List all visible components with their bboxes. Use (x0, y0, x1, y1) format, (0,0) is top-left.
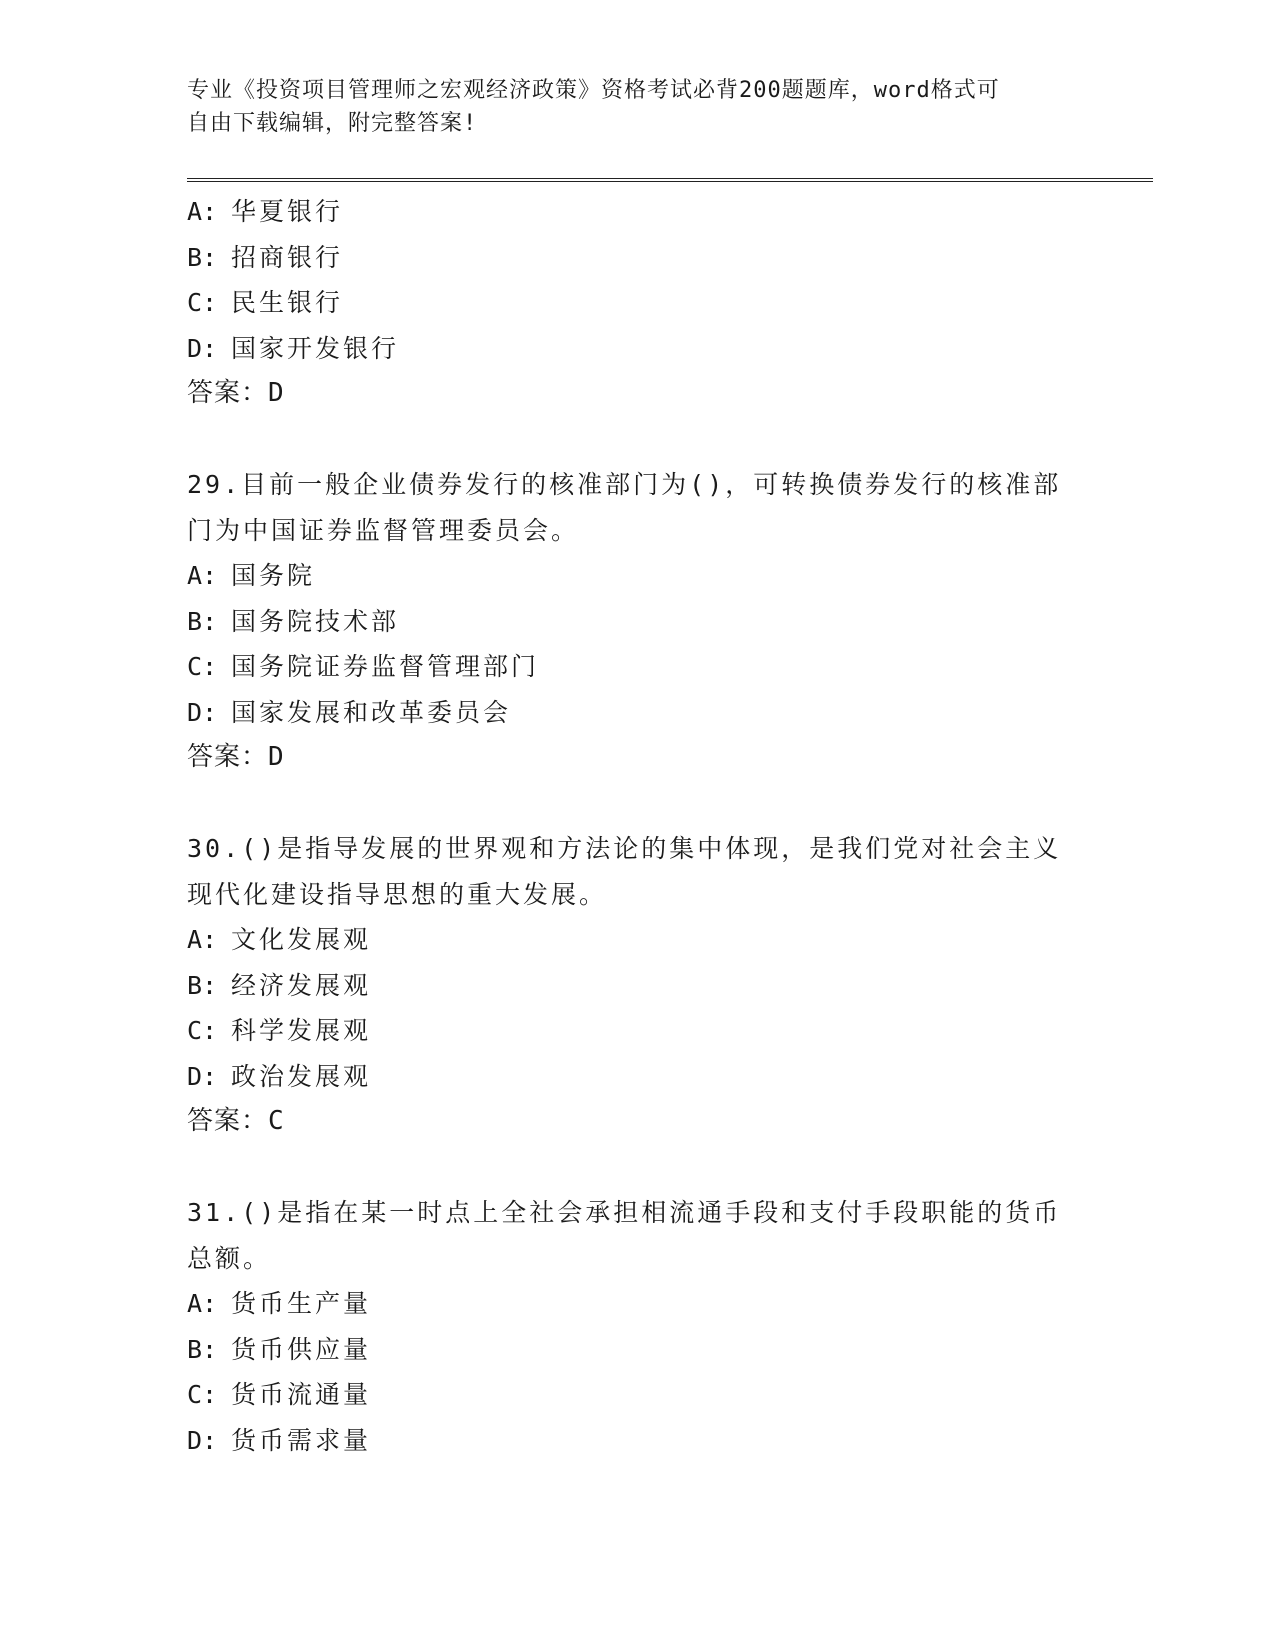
option-a: A: 货币生产量 (187, 1289, 372, 1318)
option-a: A: 文化发展观 (187, 925, 372, 954)
question-text-line-2: 总额。 (187, 1243, 272, 1273)
option-a: A: 华夏银行 (187, 197, 344, 226)
header-divider (187, 178, 1153, 182)
answer: 答案：C (187, 1106, 285, 1136)
option-d: D: 国家发展和改革委员会 (187, 697, 512, 727)
option-d: D: 政治发展观 (187, 1061, 372, 1091)
document-body (187, 189, 1087, 1463)
question-31 (187, 1190, 1087, 1463)
option-b: B: 经济发展观 (187, 970, 372, 1000)
question-29 (187, 462, 1087, 781)
option-c: C: 货币流通量 (187, 1380, 372, 1409)
question-text-line-1: 30.()是指导发展的世界观和方法论的集中体现，是我们党对社会主义 (187, 834, 1062, 863)
option-c: C: 科学发展观 (187, 1016, 372, 1045)
option-b: B: 国务院技术部 (187, 606, 400, 636)
option-d: D: 货币需求量 (187, 1425, 372, 1455)
header-line-2: 自由下载编辑，附完整答案! (187, 111, 478, 136)
option-a: A: 国务院 (187, 561, 316, 590)
answer: 答案：D (187, 378, 285, 408)
option-c: C: 民生银行 (187, 288, 344, 317)
option-b: B: 招商银行 (187, 242, 344, 272)
option-b: B: 货币供应量 (187, 1334, 372, 1364)
question-text-line-2: 现代化建设指导思想的重大发展。 (187, 879, 608, 909)
question-30 (187, 826, 1087, 1145)
header-line-1: 专业《投资项目管理师之宏观经济政策》资格考试必背200题题库，word格式可 (187, 78, 1000, 103)
question-text-line-1: 31.()是指在某一时点上全社会承担相流通手段和支付手段职能的货币 (187, 1198, 1062, 1227)
option-d: D: 国家开发银行 (187, 333, 400, 363)
answer: 答案：D (187, 742, 285, 772)
document-header (187, 74, 1087, 140)
question-text-line-1: 29.目前一般企业债券发行的核准部门为()，可转换债券发行的核准部 (187, 470, 1062, 499)
question-text-line-2: 门为中国证券监督管理委员会。 (187, 515, 580, 545)
question-28 (187, 189, 1087, 417)
option-c: C: 国务院证券监督管理部门 (187, 652, 540, 681)
